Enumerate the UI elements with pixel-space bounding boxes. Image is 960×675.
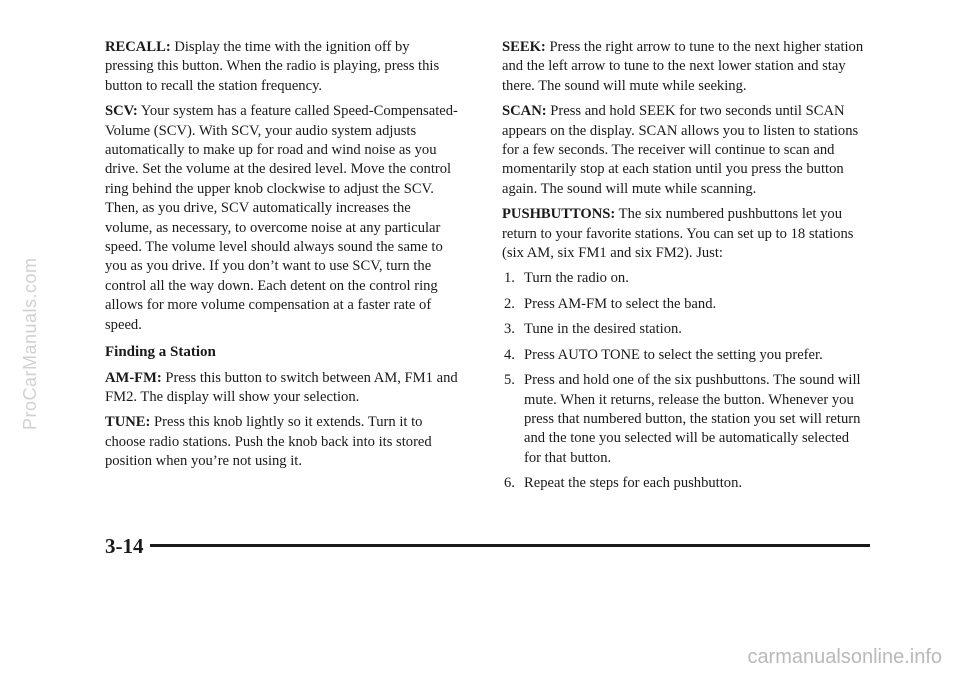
scv-text: Your system has a feature called Speed-Compensated-Volume (SCV). With SCV, your audio system adjusts automatically to make up for road and wind noise as you drive. Set the volume at the desired level. Move the control ring behind the upper knob clockwise to adjust the SCV. Then, as you drive, SCV automatically increases the volume, as necessary, to overcome noise at any particular speed. The volume level should always sound the same to you as you drive. If you don’t want to use SCV, turn the control all the way down. Each detent on the control ring allows for more volume compensation at a faster rate of speed. bbox=[105, 103, 458, 333]
pushbuttons-paragraph bbox=[502, 205, 867, 263]
list-item bbox=[502, 295, 867, 314]
step-number: 6. bbox=[504, 475, 515, 492]
tune-term: TUNE: bbox=[105, 414, 151, 431]
seek-text: Press the right arrow to tune to the next higher station and the left arrow to tune to the next lower station and stay there. The sound will mute while seeking. bbox=[502, 39, 864, 94]
watermark: ProCarManuals.com bbox=[20, 257, 40, 430]
step-number: 3. bbox=[504, 321, 515, 338]
list-item bbox=[502, 269, 867, 288]
list-item bbox=[502, 320, 867, 339]
recall-text: Display the time with the ignition off by pressing this button. When the radio is playing, press this button to recall the station frequency. bbox=[105, 39, 440, 94]
step-number: 1. bbox=[504, 270, 515, 287]
right-column bbox=[502, 38, 867, 500]
recall-term: RECALL: bbox=[105, 39, 171, 55]
seek-term: SEEK: bbox=[502, 39, 546, 55]
step-text: Press AUTO TONE to select the setting you prefer. bbox=[524, 346, 823, 363]
seek-paragraph bbox=[502, 38, 867, 96]
amfm-text: Press this button to switch between AM, FM1 and FM2. The display will show your selection. bbox=[105, 369, 458, 405]
tune-paragraph bbox=[105, 413, 460, 471]
step-text: Press and hold one of the six pushbuttons. The sound will mute. When it returns, release the button. Whenever you press that numbered button, the station you set will return and the tone you selected will be automatically selected for that button. bbox=[524, 372, 861, 466]
step-text: Repeat the steps for each pushbutton. bbox=[524, 475, 743, 492]
step-text: Turn the radio on. bbox=[524, 270, 629, 287]
recall-paragraph bbox=[105, 38, 460, 96]
scv-paragraph bbox=[105, 102, 460, 335]
list-item bbox=[502, 346, 867, 365]
list-item bbox=[502, 474, 867, 493]
site-footer: carmanualsonline.info bbox=[747, 646, 942, 668]
step-text: Tune in the desired station. bbox=[524, 321, 682, 338]
left-column bbox=[105, 38, 460, 478]
scan-text: Press and hold SEEK for two seconds until SCAN appears on the display. SCAN allows you to listen to stations for a few seconds. The receiver will continue to scan and momentarily stop at each station until you press the button again. The sound will mute while scanning. bbox=[502, 103, 859, 197]
scan-paragraph bbox=[502, 102, 867, 199]
scan-term: SCAN: bbox=[502, 103, 547, 120]
amfm-term: AM-FM: bbox=[105, 369, 162, 386]
step-number: 2. bbox=[504, 295, 515, 312]
pushbuttons-text: The six numbered pushbuttons let you return to your favorite stations. You can set up to 18 stations (six AM, six FM1 and six FM2). Just: bbox=[502, 206, 854, 262]
step-number: 5. bbox=[504, 372, 515, 389]
amfm-paragraph bbox=[105, 369, 460, 408]
page-number: 3-14 bbox=[105, 534, 144, 558]
scv-term: SCV: bbox=[105, 103, 138, 120]
section-heading: Finding a Station bbox=[105, 344, 216, 361]
step-text: Press AM-FM to select the band. bbox=[524, 295, 717, 312]
pushbuttons-term: PUSHBUTTONS: bbox=[502, 206, 616, 223]
tune-text: Press this knob lightly so it extends. Turn it to choose radio stations. Push the knob back into its stored position when you’re not using it. bbox=[105, 414, 432, 470]
footer-rule bbox=[150, 544, 870, 547]
step-number: 4. bbox=[504, 346, 515, 363]
steps-list bbox=[502, 269, 867, 493]
list-item bbox=[502, 371, 867, 468]
